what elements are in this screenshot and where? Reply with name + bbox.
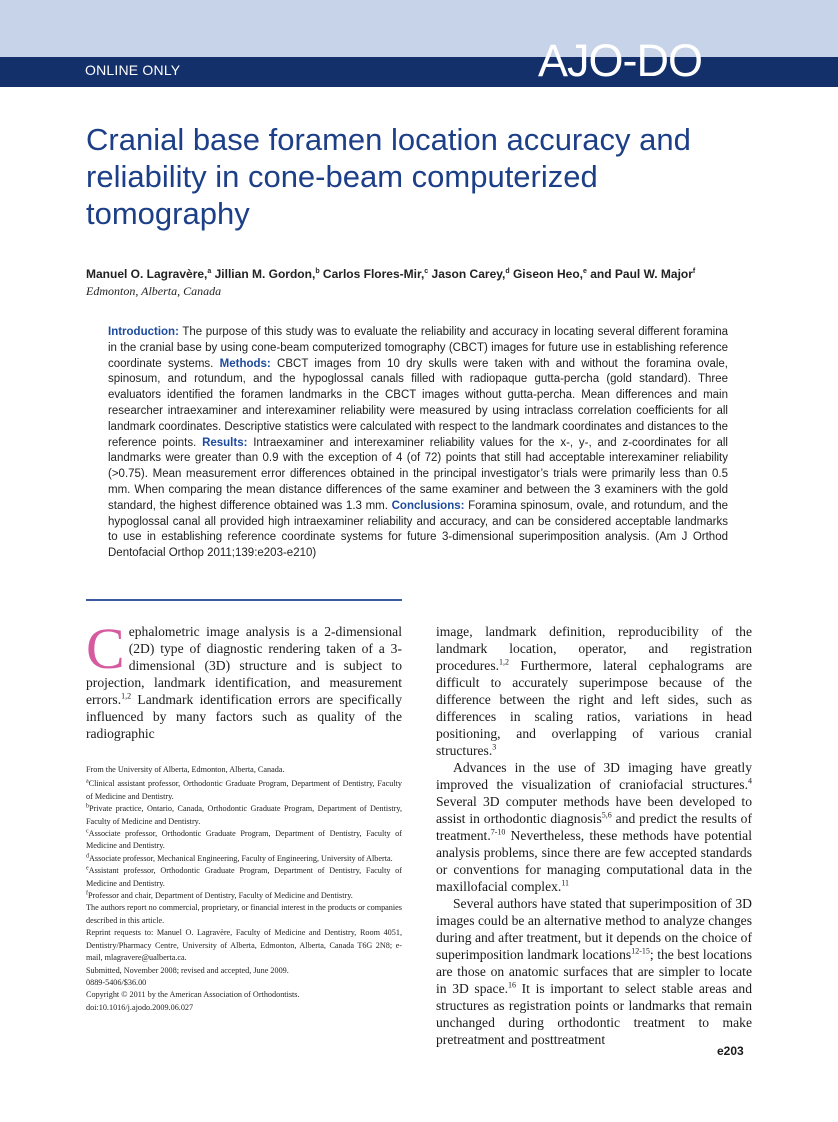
citation-ref: 16 bbox=[508, 980, 517, 990]
footnotes bbox=[86, 764, 402, 1014]
text-run: It is important to select stable areas and structures as registration points or landmarks that remain unchanged during orthodontic treatment to make pretreatment and posttreatment bbox=[436, 981, 753, 1047]
article-title: Cranial base foramen location accuracy and reliability in cone-beam computerized tomography bbox=[86, 122, 691, 231]
abstract-heading: Introduction: bbox=[108, 326, 179, 338]
author-affiliation-mark: d bbox=[505, 268, 510, 275]
text-run: ; the best locations are those on anatomic surfaces that are simpler to locate in 3D space. bbox=[436, 947, 752, 996]
paragraph-continued bbox=[436, 623, 752, 759]
text-run: ephalometric image analysis is a 2-dimensional (2D) type of diagnostic rendering taken of a 3-dimensional (3D) structure and is subject to projection, landmark identification, and measurement errors. bbox=[86, 624, 402, 707]
author-affiliation-mark: b bbox=[315, 268, 320, 275]
doi: doi:10.1016/j.ajodo.2009.06.027 bbox=[86, 1002, 194, 1012]
citation-ref: 12-15 bbox=[631, 946, 650, 956]
text-run: Nevertheless, these methods have potential analysis problems, since there are few accepted standards or conventions for managing computational data in the maxillofacial complex. bbox=[436, 828, 752, 894]
header-band bbox=[0, 0, 838, 57]
author-affiliation-mark: a bbox=[207, 268, 212, 275]
body-column-right bbox=[436, 623, 752, 1048]
copyright: Copyright © 2011 by the American Association of Orthodontists. bbox=[86, 990, 300, 1000]
text-run: Advances in the use of 3D imaging have greatly improved the visualization of craniofacial structures. bbox=[436, 760, 752, 792]
abstract-heading: Conclusions: bbox=[391, 499, 465, 512]
text-run: Furthermore, lateral cephalograms are difficult to accurately superimpose because of the difference between the right and left sides, such as differences in scaling ratios, variations in head positioning, and overlapping of various cranial structures. bbox=[436, 658, 752, 758]
affiliation-text: Professor and chair, Department of Dentistry, Faculty of Medicine and Dentistry. bbox=[88, 891, 353, 901]
author-name: Giseon Heo, bbox=[509, 267, 583, 281]
author-name: and Paul W. Major bbox=[586, 267, 693, 281]
affiliation-mark: b bbox=[86, 803, 89, 810]
affiliation-mark: f bbox=[86, 890, 88, 897]
text-run: Several 3D computer methods have been developed to assist in orthodontic diagnosis bbox=[436, 794, 752, 826]
abstract-text: Intraexaminer and interexaminer reliability values for the x-, y-, and z-coordinates for all landmarks were greater than 0.9 with the exception of 4 (of 72) points that still had acceptable interexaminer reliability (>0.75). Mean measurement error differences obtained in the principal investigator’s trials were primarily less than 0.5 mm. When comparing the mean distance differences of the same examiner and between the 3 examiners with the gold standard, the highest difference obtained was 1.3 mm. bbox=[108, 436, 728, 512]
abstract-text: Foramina spinosum, ovale, and rotundum, and the hypoglossal canal all provided high intraexaminer reliability and accuracy, and can be considered acceptable landmarks to use in establishing reference coordinate systems for future 3-dimensional superimposition analysis. (Am J Orthod Dentofacial Orthop 2011;139:e203-e210) bbox=[108, 499, 728, 560]
affiliation-mark: c bbox=[86, 828, 89, 835]
affiliation-mark: a bbox=[86, 778, 89, 785]
affiliation-mark: e bbox=[86, 865, 89, 872]
affiliation-text: Clinical assistant professor, Orthodontic Graduate Program, Department of Dentistry, Faculty of Medicine and Dentistry. bbox=[86, 779, 402, 801]
affiliation-text: Associate professor, Mechanical Engineering, Faculty of Engineering, University of Alberta. bbox=[89, 853, 393, 863]
citation-ref: 1,2 bbox=[121, 691, 132, 701]
affiliation-text: Associate professor, Orthodontic Graduate Program, Department of Dentistry, Faculty of Medicine and Dentistry. bbox=[86, 829, 402, 851]
footnote-intro: From the University of Alberta, Edmonton, Alberta, Canada. bbox=[86, 765, 285, 774]
text-run: Several authors have stated that superimposition of 3D images could be an alternative method to analyze changes during and after treatment, but it depends on the choice of superimposition landmark locations bbox=[436, 896, 752, 962]
reprint-requests: Reprint requests to: Manuel O. Lagravère, Faculty of Medicine and Dentistry, Room 4051, Dentistry/Pharmacy Centre, University of Alberta, Edmonton, Alberta, Canada T6G 2N8; e-mail, mlagravere@ualberta.ca. bbox=[86, 928, 402, 963]
text-run: image, landmark definition, reproducibility of the landmark location, operator, and registration procedures. bbox=[436, 624, 752, 673]
author-name: Jason Carey, bbox=[428, 267, 506, 281]
author-list bbox=[86, 267, 786, 281]
affiliation-note bbox=[86, 865, 402, 890]
citation-ref: 1,2 bbox=[499, 657, 510, 667]
intro-paragraph bbox=[86, 616, 402, 742]
affiliation-note bbox=[86, 890, 402, 902]
paragraph-superimposition bbox=[436, 895, 752, 1048]
affiliation-text: Assistant professor, Orthodontic Graduate Program, Department of Dentistry, Faculty of Medicine and Dentistry. bbox=[86, 866, 402, 888]
citation-ref: 4 bbox=[748, 776, 752, 786]
author-affiliation-mark: c bbox=[424, 268, 429, 275]
abstract-text: CBCT images from 10 dry skulls were taken with and without the foramina ovale, spinosum, and rotundum, and the hypoglossal canals filled with radiopaque gutta-percha (gold standard). Three evaluators identified the foramen landmarks in the CBCT images without gutta-percha. Mean differences and main researcher intraexaminer and interexaminer reliability were measured by using intraclass correlation coefficients for all landmark coordinates. Descriptive statistics were calculated with respect to the landmark coordinates and distances to the reference points. bbox=[108, 357, 728, 449]
journal-logo: AJO-DO bbox=[538, 35, 703, 86]
citation-ref: 3 bbox=[492, 742, 497, 752]
section-label: ONLINE ONLY bbox=[85, 62, 181, 78]
author-name: Carlos Flores-Mir, bbox=[319, 267, 425, 281]
citation-ref: 5,6 bbox=[601, 810, 612, 820]
citation-ref: 7-10 bbox=[490, 827, 506, 837]
author-name: Manuel O. Lagravère, bbox=[86, 267, 208, 281]
author-affiliation-mark: e bbox=[583, 268, 587, 275]
affiliation-note bbox=[86, 803, 402, 828]
text-run: and predict the results of treatment. bbox=[436, 811, 752, 843]
abstract-heading: Results: bbox=[202, 436, 248, 449]
citation-ref: 11 bbox=[561, 878, 570, 888]
section-rule bbox=[86, 599, 402, 601]
abstract-heading: Methods: bbox=[219, 357, 271, 370]
affiliation-note bbox=[86, 778, 402, 803]
drop-cap: C bbox=[86, 616, 125, 681]
abstract-text: The purpose of this study was to evaluate the reliability and accuracy in locating several different foramina in the cranial base by using cone-beam computerized tomography (CBCT) images for future use in establishing reference coordinate systems. bbox=[108, 326, 728, 370]
issn-price: 0889-5406/$36.00 bbox=[86, 977, 147, 987]
text-run: Landmark identification errors are specifically influenced by many factors such as quality of the radiographic bbox=[86, 692, 402, 741]
author-name: Jillian M. Gordon, bbox=[211, 267, 316, 281]
affiliation-mark: d bbox=[86, 853, 89, 860]
page-number: e203 bbox=[717, 1044, 744, 1058]
affiliation-list bbox=[86, 778, 402, 902]
author-location: Edmonton, Alberta, Canada bbox=[86, 284, 222, 298]
body-column-left bbox=[86, 616, 402, 742]
affiliation-text: Private practice, Ontario, Canada, Orthodontic Graduate Program, Department of Dentistry, Faculty of Medicine and Dentistry. bbox=[86, 804, 402, 826]
conflict-statement: The authors report no commercial, proprietary, or financial interest in the products or companies described in this article. bbox=[86, 903, 402, 925]
abstract bbox=[108, 325, 728, 562]
submission-dates: Submitted, November 2008; revised and accepted, June 2009. bbox=[86, 965, 289, 975]
author-affiliation-mark: f bbox=[692, 268, 696, 275]
affiliation-note bbox=[86, 853, 402, 865]
paragraph-3d-imaging bbox=[436, 759, 752, 895]
affiliation-note bbox=[86, 828, 402, 853]
